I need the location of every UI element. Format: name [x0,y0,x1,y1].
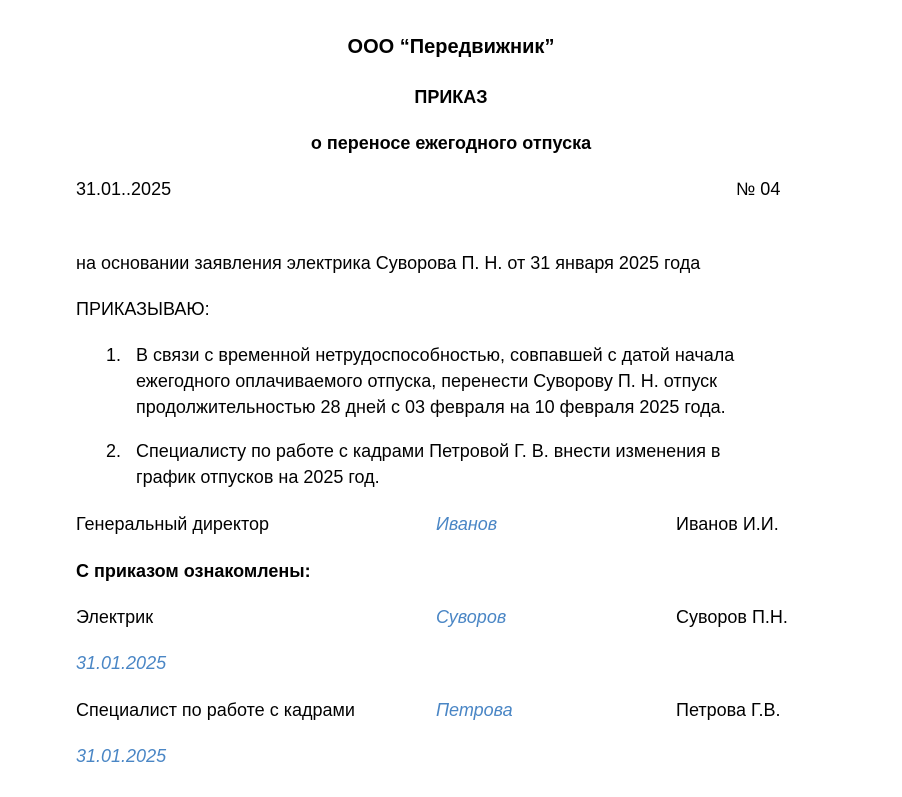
director-signature: Иванов [436,514,498,534]
order-date: 31.01..2025 [76,179,172,199]
director-name: Иванов И.И. [676,514,779,534]
item-line: продолжительностью 28 дней с 03 февраля на 10 февраля 2025 года. [136,397,726,417]
ack-name: Петрова Г.В. [676,700,781,720]
order-number: № 04 [736,179,781,199]
acknowledged-heading: С приказом ознакомлены: [76,561,311,581]
ack-position: Электрик [76,607,154,627]
item-line: В связи с временной нетрудоспособностью, совпавшей с датой начала [136,345,735,365]
document-type-title: ПРИКАЗ [414,87,488,107]
list-item [76,342,816,420]
item-number: 2. [106,441,122,461]
ack-position: Специалист по работе с кадрами [76,700,355,720]
list-item [76,438,816,490]
item-line: график отпусков на 2025 год. [136,467,380,487]
document-subject: о переносе ежегодного отпуска [310,133,592,153]
order-items-list [76,342,816,490]
order-basis: на основании заявления электрика Суворова П. Н. от 31 января 2025 года [76,253,701,273]
ack-signature: Суворов [436,607,507,627]
director-position: Генеральный директор [76,514,270,534]
item-line: ежегодного оплачиваемого отпуска, перенести Суворову П. Н. отпуск [136,371,718,391]
organization-name: ООО “Передвижник” [347,36,555,58]
item-number: 1. [106,345,122,365]
ack-date: 31.01.2025 [76,746,167,766]
item-line: Специалисту по работе с кадрами Петровой Г. В. внести изменения в [136,441,721,461]
ack-signature: Петрова [436,700,513,720]
order-word: ПРИКАЗЫВАЮ: [76,299,210,319]
ack-name: Суворов П.Н. [676,607,788,627]
ack-date: 31.01.2025 [76,653,167,673]
